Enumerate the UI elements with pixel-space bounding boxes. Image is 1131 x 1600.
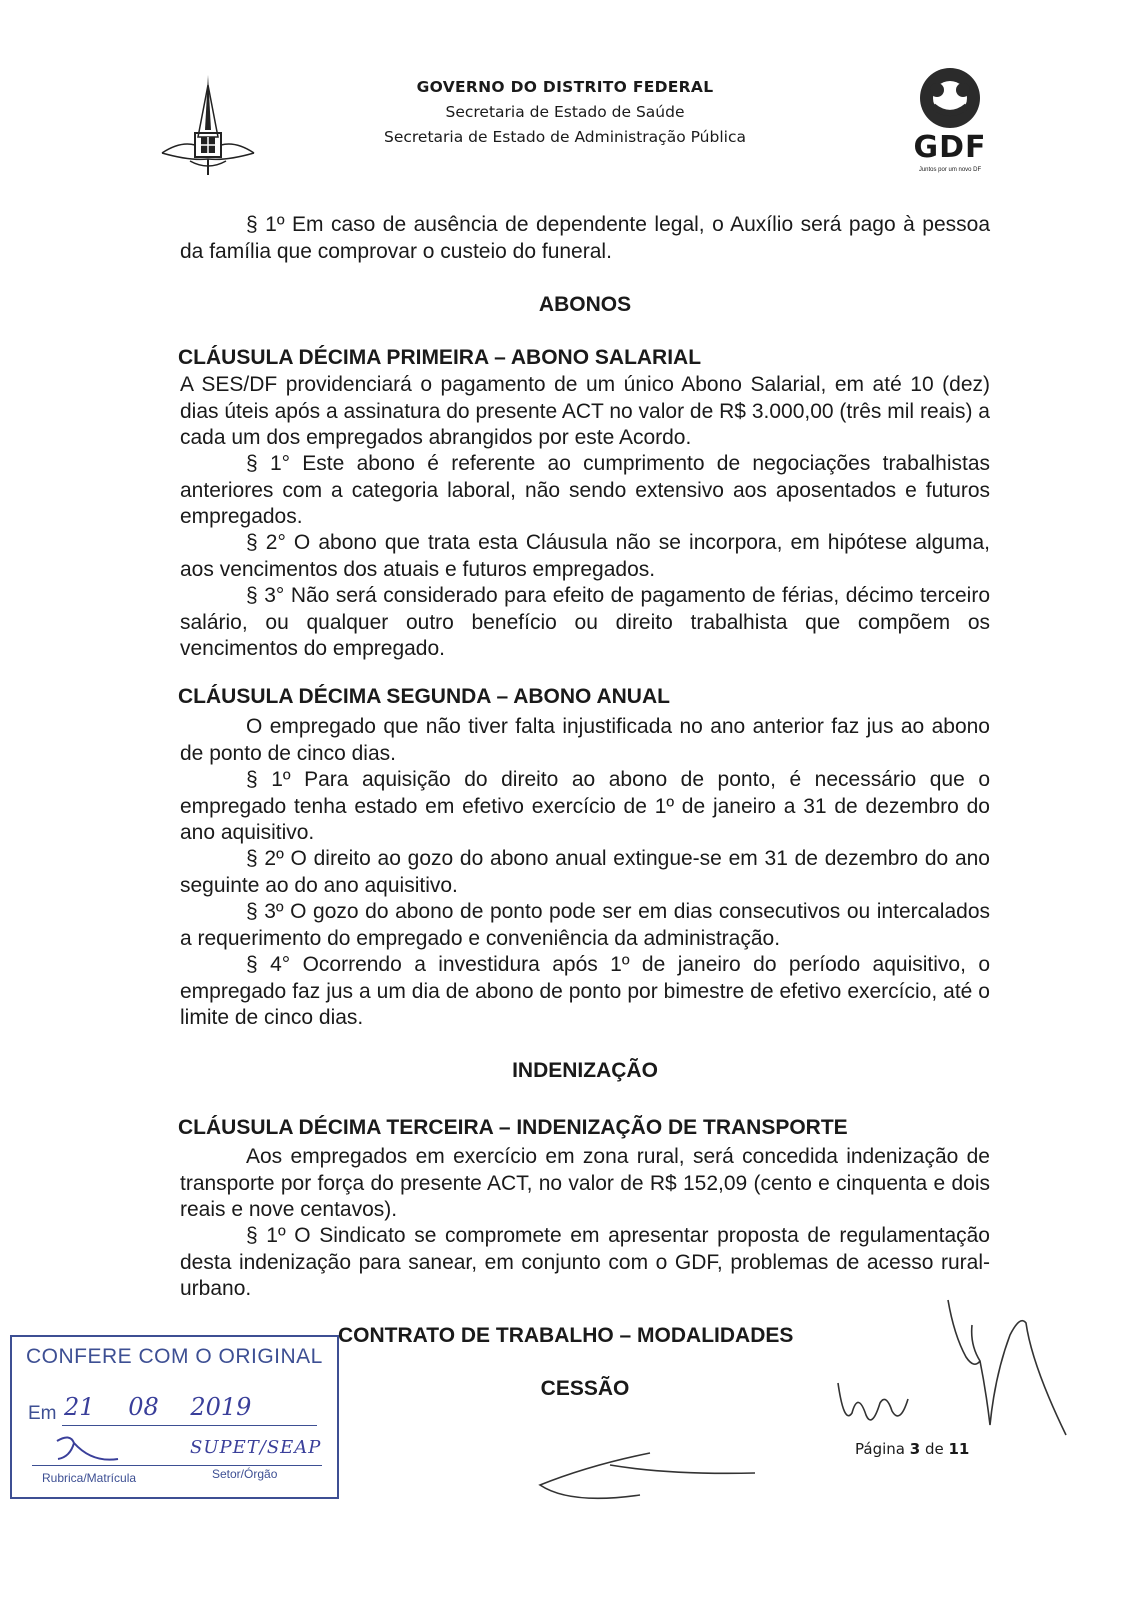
- clause-11-title: CLÁUSULA DÉCIMA PRIMEIRA – ABONO SALARIAL: [178, 346, 702, 369]
- stamp-date-label: Em: [28, 1403, 57, 1424]
- stamp-setor-handwritten: SUPET/SEAP: [190, 1437, 322, 1458]
- gdf-emblem-icon: [905, 62, 995, 132]
- brasilia-emblem-logo: [160, 75, 256, 180]
- clause-11-paragraph-4: § 3° Não será considerado para efeito de pagamento de férias, décimo terceiro salário, ou qualquer outro benefício ou direito trabalhista que compõem os vencimentos do empregado.: [180, 584, 990, 660]
- gdf-wordmark: GDF: [913, 130, 987, 165]
- clause-13-title: CLÁUSULA DÉCIMA TERCEIRA – INDENIZAÇÃO DE TRANSPORTE: [178, 1116, 848, 1139]
- stamp-day: 21: [64, 1393, 95, 1421]
- handwritten-signatures: [830, 1295, 1070, 1445]
- gdf-logo: [905, 62, 995, 182]
- section-heading-contrato: CONTRATO DE TRABALHO – MODALIDADES: [338, 1324, 794, 1347]
- clause-11-paragraph-1: A SES/DF providenciará o pagamento de um único Abono Salarial, em até 10 (dez) dias úteis após a assinatura do presente ACT no valor de R$ 3.000,00 (três mil reais) a cada um dos empregados abrangidos por este Acordo.: [180, 373, 990, 449]
- stamp-initials-signature: [52, 1433, 122, 1473]
- clause-11-paragraph-2: § 1° Este abono é referente ao cumprimento de negociações trabalhistas anteriores com a categoria laboral, não sendo extensivo aos aposentados e futuros empregados.: [180, 452, 990, 528]
- page-current: 3: [909, 1440, 921, 1458]
- clause-12-paragraph-4: § 3º O gozo do abono de ponto pode ser em dias consecutivos ou intercalados a requerimento do empregado e conveniência da administração.: [180, 900, 990, 950]
- section-heading-abonos: ABONOS: [538, 293, 632, 316]
- section-heading-cessao: CESSÃO: [540, 1377, 630, 1400]
- clause-12-paragraph-1: O empregado que não tiver falta injustificada no ano anterior faz jus ao abono de ponto de cinco dias.: [180, 715, 990, 765]
- section-heading-indenizacao: INDENIZAÇÃO: [512, 1059, 658, 1082]
- page-number: [855, 1440, 969, 1458]
- clause-11-paragraph-3: § 2° O abono que trata esta Cláusula não se incorpora, em hipótese alguma, aos vencimentos dos atuais e futuros empregados.: [180, 531, 990, 581]
- clause-13-paragraph-2: § 1º O Sindicato se compromete em apresentar proposta de regulamentação desta indenização para sanear, em conjunto com o GDF, problemas de acesso rural-urbano.: [180, 1224, 990, 1300]
- clause-12-paragraph-3: § 2º O direito ao gozo do abono anual extingue-se em 31 de dezembro do ano seguinte ao do ano aquisitivo.: [180, 847, 990, 897]
- certified-copy-stamp: [10, 1335, 339, 1499]
- government-name: GOVERNO DO DISTRITO FEDERAL: [416, 78, 714, 96]
- stamp-title: CONFERE COM O ORIGINAL: [26, 1345, 323, 1368]
- gdf-slogan: Juntos por um novo DF: [918, 167, 982, 173]
- page-label: Página: [855, 1440, 905, 1458]
- stamp-label-setor: Setor/Órgão: [212, 1467, 278, 1481]
- stamp-date-handwritten: [64, 1393, 251, 1421]
- stamp-month: 08: [128, 1393, 159, 1421]
- stamp-signature-line: [32, 1465, 322, 1466]
- stamp-date-line: [62, 1425, 317, 1426]
- stamp-year: 2019: [190, 1393, 252, 1421]
- clause-12-paragraph-2: § 1º Para aquisição do direito ao abono de ponto, é necessário que o empregado tenha estado em efetivo exercício de 1º de janeiro a 31 de dezembro do ano aquisitivo.: [180, 768, 990, 844]
- page-total: 11: [948, 1440, 970, 1458]
- department-health: Secretaria de Estado de Saúde: [445, 103, 685, 121]
- stamp-label-rubrica: Rubrica/Matrícula: [42, 1471, 137, 1485]
- bottom-signature: [530, 1445, 760, 1515]
- department-administration: Secretaria de Estado de Administração Pública: [384, 128, 746, 146]
- clause-12-paragraph-5: § 4° Ocorrendo a investidura após 1º de janeiro do período aquisitivo, o empregado faz jus a um dia de abono de ponto por bimestre de efetivo exercício, até o limite de cinco dias.: [180, 953, 990, 1029]
- clause-13-paragraph-1: Aos empregados em exercício em zona rural, será concedida indenização de transporte por força do presente ACT, no valor de R$ 152,09 (cento e cinquenta e dois reais e nove centavos).: [180, 1145, 990, 1221]
- page-separator: de: [924, 1440, 944, 1458]
- letterhead: [330, 75, 800, 150]
- clause-12-title: CLÁUSULA DÉCIMA SEGUNDA – ABONO ANUAL: [178, 685, 670, 708]
- paragraph-funeral-aid: § 1º Em caso de ausência de dependente legal, o Auxílio será pago à pessoa da família que comprovar o custeio do funeral.: [180, 213, 990, 263]
